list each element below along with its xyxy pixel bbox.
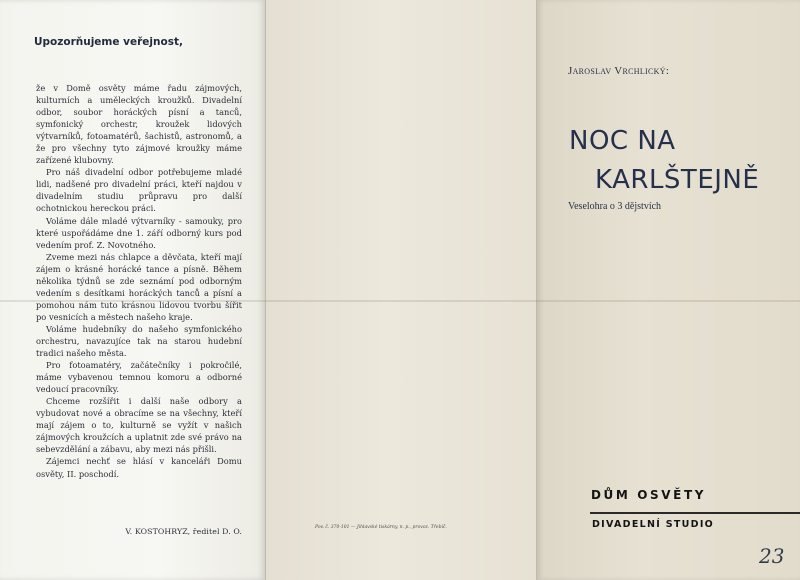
organization-name: DŮM OSVĚTY: [591, 488, 707, 502]
fold-line: [265, 0, 266, 580]
divider-rule: [590, 512, 800, 514]
signature: V. KOSTOHRYZ, ředitel D. O.: [125, 527, 242, 536]
announcement-paragraph: Pro fotoamatéry, začátečníky i pokročilé, máme vybavenou temnou komoru a odborné vedoucí pracovníky.: [36, 360, 242, 395]
play-subtitle: Veselohra o 3 dějstvích: [568, 201, 662, 212]
printer-imprint: Pov. č. 370-101 — Jihlavské tiskárny, n. p., provoz. Třebíč.: [315, 525, 447, 530]
play-title-line2: KARLŠTEJNĚ: [595, 165, 760, 195]
author-name: Jaroslav Vrchlický:: [568, 65, 670, 77]
right-panel: [537, 0, 800, 580]
left-panel: [0, 0, 265, 580]
play-title-line1: NOC NA: [569, 126, 676, 156]
announcement-heading: Upozorňujeme veřejnost,: [34, 36, 183, 48]
announcement-paragraph: Pro náš divadelní odbor potřebujeme mladé lidi, nadšené pro divadelní práci, kteří najdou v divadelním studiu průpravu pro další ochotnickou hereckou práci.: [36, 167, 242, 214]
announcement-paragraph: Zveme mezi nás chlapce a děvčata, kteří mají zájem o krásné horácké tance a písně. Během několika týdnů se zde seznámí pod odborným vedením s desítkami horáckých tanců a písní a pomohou nám tuto krásnou lidovou tvorbu šířit po vesnicích a městech našeho kraje.: [36, 251, 242, 322]
announcement-paragraph: Voláme hudebníky do našeho symfonického orchestru, navazujíce tak na starou hudební tradici našeho města.: [36, 323, 242, 359]
handwritten-page-number: 23: [759, 544, 785, 568]
announcement-paragraph: Zájemci nechť se hlásí v kanceláři Domu osvěty, II. poschodí.: [36, 456, 242, 479]
announcement-paragraph: Chceme rozšířit i další naše odbory a vybudovat nové a obracíme se na všechny, kteří mají zájem o to, kulturně se vyžít v našich zájmových kroužcích a uplatnit zde své právo na sebevzdělání a zábavu, aby mezi nás přišli.: [36, 396, 242, 455]
announcement-paragraph: Voláme dále mladé výtvarníky - samouky, pro které uspořádáme dne 1. září odborný kurs pod vedením prof. Z. Novotného.: [36, 215, 242, 250]
announcement-paragraph: že v Domě osvěty máme řadu zájmových, kulturních a uměleckých kroužků. Divadelní odbor, soubor horáckých písní a tanců, symfonický orchestr, kroužek lidových výtvarníků, fotoamatérů, šachistů, astronomů, a že pro všechny tyto zájmové kroužky máme zařízené klubovny.: [36, 83, 242, 166]
paper-crease: [265, 300, 537, 302]
middle-panel: [265, 0, 537, 580]
announcement-body: [36, 82, 242, 480]
paper-crease: [537, 300, 800, 302]
studio-name: DIVADELNÍ STUDIO: [592, 519, 715, 530]
